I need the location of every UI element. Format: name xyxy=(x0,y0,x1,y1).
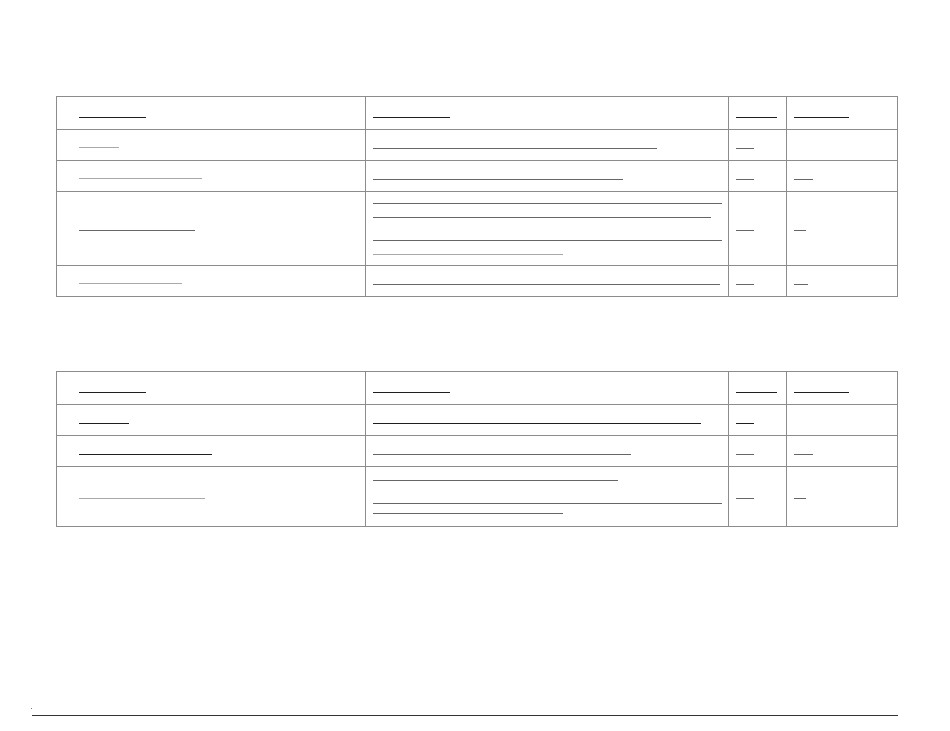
table-cell xyxy=(787,130,898,161)
table-cell xyxy=(57,161,366,192)
table-row xyxy=(57,405,898,436)
table-2-header-row xyxy=(57,372,898,405)
table-row xyxy=(57,266,898,297)
table-cell xyxy=(787,405,898,436)
table-cell xyxy=(366,161,729,192)
table-cell xyxy=(729,405,787,436)
footer-divider xyxy=(32,715,898,716)
table-cell xyxy=(729,161,787,192)
table-1 xyxy=(56,96,898,297)
table-cell xyxy=(366,130,729,161)
table-cell xyxy=(57,436,366,467)
header-cell xyxy=(787,97,898,130)
table-cell xyxy=(729,266,787,297)
table-cell xyxy=(729,436,787,467)
table-cell xyxy=(787,266,898,297)
table-cell xyxy=(729,467,787,527)
table-cell xyxy=(366,467,729,527)
table-cell xyxy=(57,266,366,297)
header-cell xyxy=(366,97,729,130)
table-cell xyxy=(366,405,729,436)
table-cell xyxy=(366,266,729,297)
table-row xyxy=(57,192,898,266)
table-cell xyxy=(787,436,898,467)
table-2 xyxy=(56,371,898,527)
table-cell xyxy=(57,130,366,161)
table-1-header-row xyxy=(57,97,898,130)
table-cell xyxy=(57,192,366,266)
header-cell xyxy=(57,372,366,405)
table-row xyxy=(57,436,898,467)
header-cell xyxy=(729,372,787,405)
header-cell xyxy=(366,372,729,405)
header-cell xyxy=(787,372,898,405)
table-cell xyxy=(57,467,366,527)
table-cell xyxy=(787,467,898,527)
table-cell xyxy=(787,192,898,266)
table-cell xyxy=(366,436,729,467)
table-cell xyxy=(729,192,787,266)
table-cell xyxy=(366,192,729,266)
header-cell xyxy=(57,97,366,130)
header-cell xyxy=(729,97,787,130)
table-cell xyxy=(729,130,787,161)
corner-mark xyxy=(31,708,32,709)
table-cell xyxy=(57,405,366,436)
table-cell xyxy=(787,161,898,192)
table-row xyxy=(57,130,898,161)
table-row xyxy=(57,467,898,527)
table-row xyxy=(57,161,898,192)
